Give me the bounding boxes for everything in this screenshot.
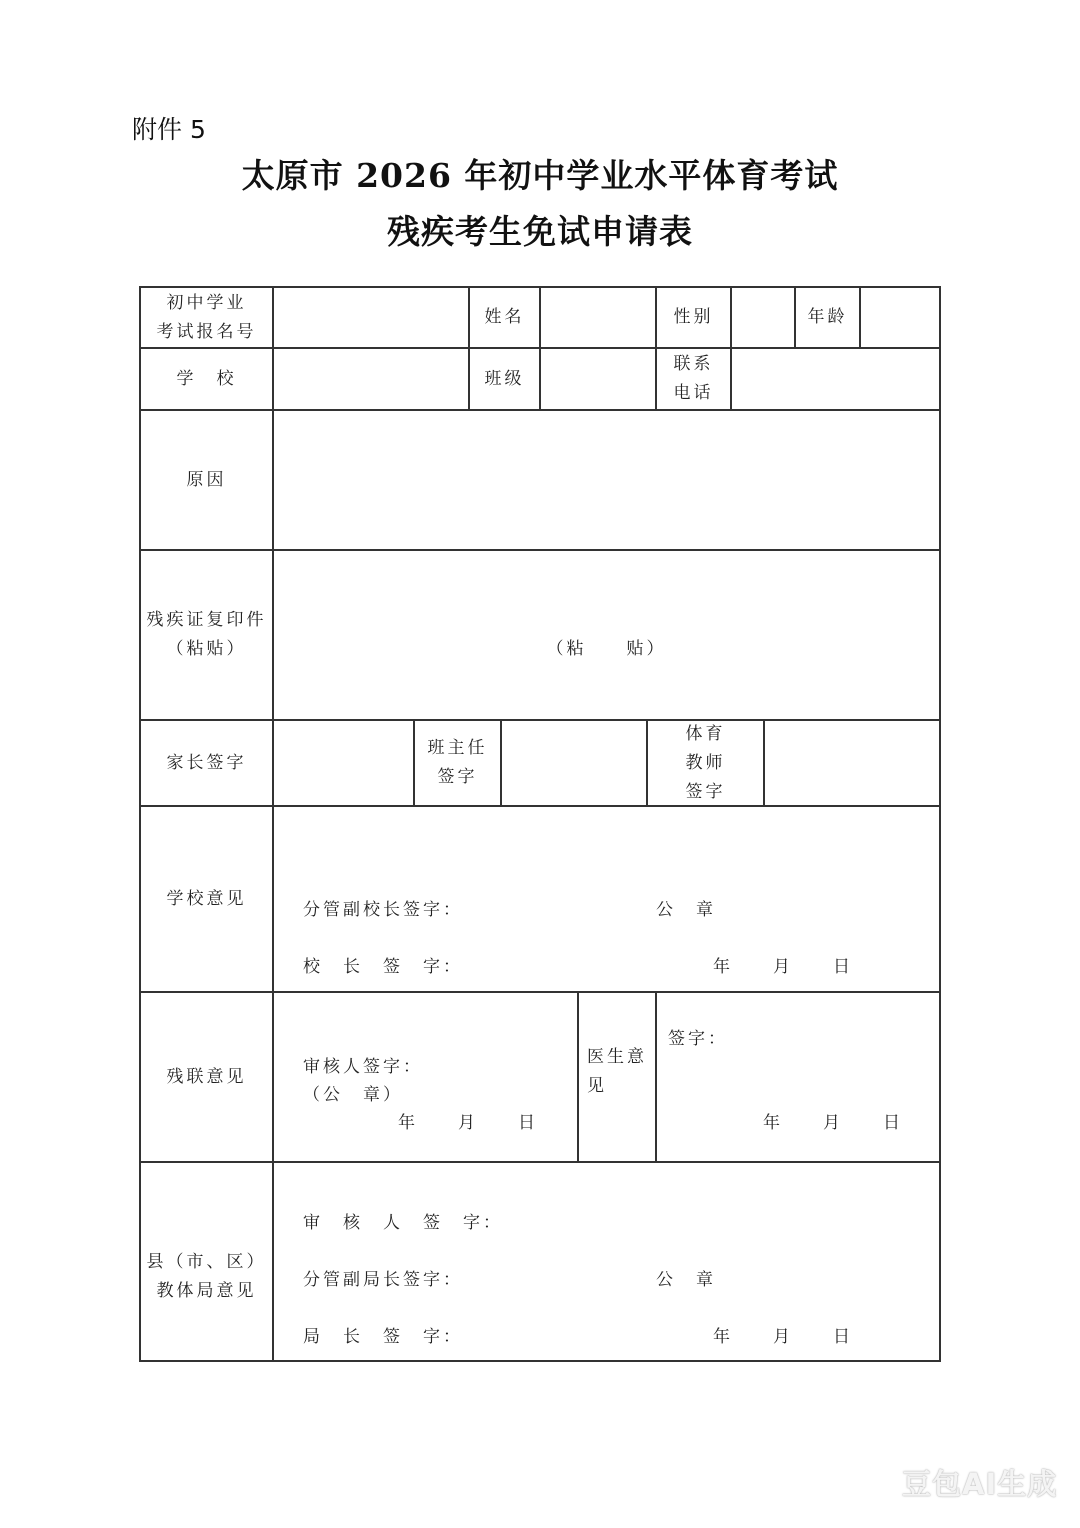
doctor-opinion-label: 医生意 见 bbox=[587, 1047, 647, 1096]
label-column-divider bbox=[272, 286, 274, 1362]
bureau-seal: 公 章 bbox=[656, 1270, 716, 1290]
gender-label: 性别 bbox=[673, 307, 714, 327]
ai-watermark: 豆包AI生成 bbox=[902, 1467, 1058, 1501]
deputy-director-signature: 分管副局长签字： bbox=[303, 1270, 463, 1290]
paste-area-hint: （粘 贴） bbox=[546, 639, 667, 659]
bureau-reviewer-signature: 审 核 人 签 字： bbox=[303, 1213, 503, 1233]
federation-seal: （公 章） bbox=[303, 1085, 403, 1105]
school-opinion-label: 学校意见 bbox=[166, 888, 247, 909]
school-seal: 公 章 bbox=[656, 900, 716, 920]
principal-signature: 校 长 签 字： bbox=[303, 957, 463, 977]
bureau-date: 年 月 日 bbox=[713, 1327, 853, 1347]
attachment-label: 附件 5 bbox=[132, 115, 206, 144]
column-divider bbox=[859, 286, 861, 349]
column-divider bbox=[655, 991, 657, 1163]
table-border-bottom bbox=[139, 1360, 941, 1362]
class-label: 班级 bbox=[484, 368, 525, 389]
federation-date: 年 月 日 bbox=[398, 1113, 538, 1133]
certificate-label: 残疾证复印件 （粘贴） bbox=[146, 610, 267, 659]
doctor-date: 年 月 日 bbox=[763, 1113, 903, 1133]
table-border-right bbox=[939, 286, 941, 1362]
pe-teacher-signature-label: 体育 教师 签字 bbox=[685, 723, 726, 802]
form-title-line-1: 太原市 2026 年初中学业水平体育考试 bbox=[241, 156, 839, 195]
column-divider bbox=[539, 286, 541, 411]
column-divider bbox=[730, 286, 732, 411]
exam-number-label: 初中学业 考试报名号 bbox=[156, 292, 257, 342]
vice-principal-signature: 分管副校长签字： bbox=[303, 900, 463, 920]
phone-label: 联系 电话 bbox=[673, 354, 714, 403]
age-label: 年龄 bbox=[807, 307, 848, 327]
director-signature: 局 长 签 字： bbox=[303, 1327, 463, 1347]
school-date: 年 月 日 bbox=[713, 957, 853, 977]
federation-reviewer-signature: 审核人签字： bbox=[303, 1057, 423, 1077]
form-title-line-2: 残疾考生免试申请表 bbox=[387, 212, 693, 251]
head-teacher-signature-label: 班主任 签字 bbox=[427, 738, 488, 787]
doctor-signature: 签字： bbox=[668, 1029, 728, 1049]
name-label: 姓名 bbox=[484, 307, 525, 327]
disabled-federation-label: 残联意见 bbox=[166, 1066, 247, 1087]
education-bureau-label: 县（市、区） 教体局意见 bbox=[146, 1251, 267, 1301]
parent-signature-label: 家长签字 bbox=[166, 752, 247, 773]
school-label: 学 校 bbox=[176, 368, 237, 389]
reason-label: 原因 bbox=[186, 469, 227, 490]
